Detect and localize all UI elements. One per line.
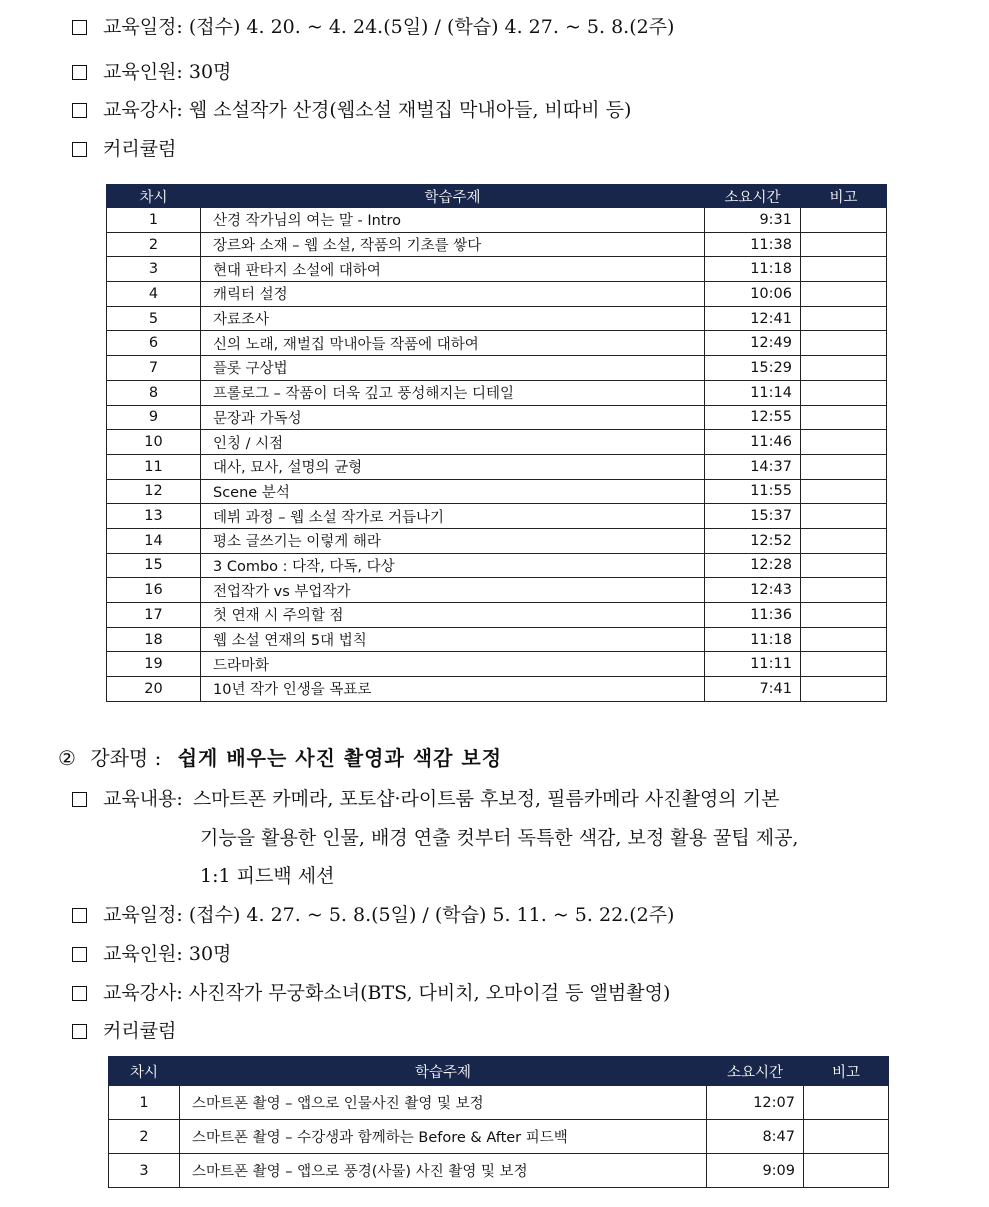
table-header-row <box>107 185 887 208</box>
duration-cell: 11:46 <box>705 430 801 455</box>
table-row <box>107 479 887 504</box>
header-topic: 학습주제 <box>201 185 705 208</box>
instructor-text: 교육강사: 웹 소설작가 산경(웹소설 재벌집 막내아들, 비따비 등) <box>103 99 632 121</box>
duration-cell: 11:11 <box>705 652 801 677</box>
duration-cell: 10:06 <box>705 282 801 307</box>
note-cell <box>801 627 887 652</box>
instructor-text-2: 교육강사: 사진작가 무궁화소녀(BTS, 다비치, 오마이걸 등 앨범촬영) <box>103 982 671 1004</box>
curriculum-text: 커리큘럼 <box>103 138 177 160</box>
header-note: 비고 <box>804 1057 889 1086</box>
checkbox-square-icon <box>72 908 87 923</box>
checkbox-square-icon <box>72 142 87 157</box>
curriculum-line <box>72 137 176 161</box>
session-cell: 10 <box>107 430 201 455</box>
headcount-text-2: 교육인원: 30명 <box>103 943 232 965</box>
topic-cell: 인칭 / 시점 <box>201 430 705 455</box>
table-row <box>107 504 887 529</box>
topic-cell: 장르와 소재 – 웹 소설, 작품의 기초를 쌓다 <box>201 232 705 257</box>
content-line <box>72 787 779 811</box>
note-cell <box>804 1086 889 1120</box>
note-cell <box>801 380 887 405</box>
topic-cell: 드라마화 <box>201 652 705 677</box>
session-cell: 18 <box>107 627 201 652</box>
checkbox-square-icon <box>72 1024 87 1039</box>
duration-cell: 9:31 <box>705 208 801 233</box>
topic-cell: 현대 판타지 소설에 대하여 <box>201 257 705 282</box>
session-cell: 12 <box>107 479 201 504</box>
table-row <box>107 208 887 233</box>
duration-cell: 11:18 <box>705 257 801 282</box>
duration-cell: 15:37 <box>705 504 801 529</box>
curriculum-table-1 <box>106 184 887 702</box>
session-cell: 5 <box>107 306 201 331</box>
table-row <box>107 652 887 677</box>
table-header-row <box>109 1057 889 1086</box>
topic-cell: 문장과 가독성 <box>201 405 705 430</box>
table-row <box>107 677 887 702</box>
headcount-line-2 <box>72 942 231 966</box>
topic-cell: 첫 연재 시 주의할 점 <box>201 603 705 628</box>
session-cell: 14 <box>107 528 201 553</box>
table-row <box>107 306 887 331</box>
note-cell <box>801 356 887 381</box>
checkbox-square-icon <box>72 20 87 35</box>
note-cell <box>801 677 887 702</box>
table-row <box>107 578 887 603</box>
table-row <box>107 380 887 405</box>
note-cell <box>801 430 887 455</box>
duration-cell: 12:41 <box>705 306 801 331</box>
instructor-line-2 <box>72 981 670 1005</box>
table-row <box>107 603 887 628</box>
schedule-line-2 <box>72 903 674 927</box>
note-cell <box>801 479 887 504</box>
table-row <box>107 356 887 381</box>
note-cell <box>801 652 887 677</box>
topic-cell: 산경 작가님의 여는 말 - Intro <box>201 208 705 233</box>
duration-cell: 12:52 <box>705 528 801 553</box>
session-cell: 1 <box>109 1086 180 1120</box>
note-cell <box>801 504 887 529</box>
header-note: 비고 <box>801 185 887 208</box>
session-cell: 16 <box>107 578 201 603</box>
curriculum-text-2: 커리큘럼 <box>103 1020 177 1042</box>
session-cell: 20 <box>107 677 201 702</box>
note-cell <box>801 528 887 553</box>
schedule-text: 교육일정: (접수) 4. 20. ~ 4. 24.(5일) / (학습) 4. 27. ~ 5. 8.(2주) <box>103 16 675 38</box>
curriculum-line-2 <box>72 1019 176 1043</box>
duration-cell: 12:49 <box>705 331 801 356</box>
duration-cell: 11:18 <box>705 627 801 652</box>
note-cell <box>801 306 887 331</box>
note-cell <box>801 282 887 307</box>
note-cell <box>801 331 887 356</box>
session-cell: 3 <box>107 257 201 282</box>
duration-cell: 12:07 <box>707 1086 804 1120</box>
table-row <box>109 1120 889 1154</box>
table-row <box>107 627 887 652</box>
checkbox-square-icon <box>72 103 87 118</box>
topic-cell: 전업작가 vs 부업작가 <box>201 578 705 603</box>
schedule-line <box>72 15 674 39</box>
course-title: 쉽게 배우는 사진 촬영과 색감 보정 <box>177 746 503 770</box>
topic-cell: 대사, 묘사, 설명의 균형 <box>201 454 705 479</box>
session-cell: 8 <box>107 380 201 405</box>
session-cell: 15 <box>107 553 201 578</box>
session-cell: 1 <box>107 208 201 233</box>
duration-cell: 11:55 <box>705 479 801 504</box>
table-row <box>109 1086 889 1120</box>
topic-cell: 평소 글쓰기는 이렇게 해라 <box>201 528 705 553</box>
duration-cell: 12:28 <box>705 553 801 578</box>
topic-cell: 스마트폰 촬영 – 앱으로 풍경(사물) 사진 촬영 및 보정 <box>180 1154 707 1188</box>
table-row <box>107 454 887 479</box>
curriculum-table-2 <box>108 1056 889 1188</box>
course-title-line <box>58 745 502 771</box>
duration-cell: 15:29 <box>705 356 801 381</box>
topic-cell: 10년 작가 인생을 목표로 <box>201 677 705 702</box>
note-cell <box>801 257 887 282</box>
note-cell <box>801 454 887 479</box>
session-cell: 3 <box>109 1154 180 1188</box>
duration-cell: 14:37 <box>705 454 801 479</box>
content-text-1: 스마트폰 카메라, 포토샵·라이트룸 후보정, 필름카메라 사진촬영의 기본 <box>192 788 780 810</box>
session-cell: 13 <box>107 504 201 529</box>
topic-cell: 웹 소설 연재의 5대 법칙 <box>201 627 705 652</box>
header-session: 차시 <box>109 1057 180 1086</box>
header-duration: 소요시간 <box>705 185 801 208</box>
checkbox-square-icon <box>72 947 87 962</box>
topic-cell: 캐릭터 설정 <box>201 282 705 307</box>
table-row <box>107 257 887 282</box>
table-row <box>109 1154 889 1188</box>
checkbox-square-icon <box>72 986 87 1001</box>
header-session: 차시 <box>107 185 201 208</box>
session-cell: 2 <box>107 232 201 257</box>
headcount-text: 교육인원: 30명 <box>103 61 232 83</box>
note-cell <box>801 232 887 257</box>
table-row <box>107 232 887 257</box>
headcount-line <box>72 60 231 84</box>
topic-cell: Scene 분석 <box>201 479 705 504</box>
session-cell: 19 <box>107 652 201 677</box>
duration-cell: 11:38 <box>705 232 801 257</box>
topic-cell: 스마트폰 촬영 – 수강생과 함께하는 Before & After 피드백 <box>180 1120 707 1154</box>
duration-cell: 12:43 <box>705 578 801 603</box>
section-number: ② <box>58 746 76 770</box>
table-row <box>107 331 887 356</box>
content-label: 교육내용: <box>103 788 183 810</box>
note-cell <box>804 1120 889 1154</box>
note-cell <box>801 603 887 628</box>
content-text-2: 기능을 활용한 인물, 배경 연출 컷부터 독특한 색감, 보정 활용 꿀팁 제공, <box>200 827 799 849</box>
note-cell <box>801 208 887 233</box>
duration-cell: 12:55 <box>705 405 801 430</box>
table-row <box>107 405 887 430</box>
note-cell <box>804 1154 889 1188</box>
content-text-3: 1:1 피드백 세션 <box>200 865 335 887</box>
session-cell: 11 <box>107 454 201 479</box>
checkbox-square-icon <box>72 792 87 807</box>
note-cell <box>801 553 887 578</box>
checkbox-square-icon <box>72 65 87 80</box>
course-label: 강좌명 : <box>90 746 162 770</box>
topic-cell: 데뷔 과정 – 웹 소설 작가로 거듭나기 <box>201 504 705 529</box>
topic-cell: 신의 노래, 재벌집 막내아들 작품에 대하여 <box>201 331 705 356</box>
note-cell <box>801 578 887 603</box>
table-row <box>107 553 887 578</box>
session-cell: 17 <box>107 603 201 628</box>
duration-cell: 11:36 <box>705 603 801 628</box>
duration-cell: 9:09 <box>707 1154 804 1188</box>
session-cell: 4 <box>107 282 201 307</box>
table-row <box>107 430 887 455</box>
topic-cell: 스마트폰 촬영 – 앱으로 인물사진 촬영 및 보정 <box>180 1086 707 1120</box>
session-cell: 6 <box>107 331 201 356</box>
duration-cell: 7:41 <box>705 677 801 702</box>
session-cell: 9 <box>107 405 201 430</box>
topic-cell: 플롯 구상법 <box>201 356 705 381</box>
schedule-text-2: 교육일정: (접수) 4. 27. ~ 5. 8.(5일) / (학습) 5. 11. ~ 5. 22.(2주) <box>103 904 675 926</box>
topic-cell: 자료조사 <box>201 306 705 331</box>
duration-cell: 8:47 <box>707 1120 804 1154</box>
session-cell: 7 <box>107 356 201 381</box>
topic-cell: 3 Combo : 다작, 다독, 다상 <box>201 553 705 578</box>
header-topic: 학습주제 <box>180 1057 707 1086</box>
instructor-line <box>72 98 631 122</box>
table-row <box>107 528 887 553</box>
note-cell <box>801 405 887 430</box>
duration-cell: 11:14 <box>705 380 801 405</box>
session-cell: 2 <box>109 1120 180 1154</box>
topic-cell: 프롤로그 – 작품이 더욱 깊고 풍성해지는 디테일 <box>201 380 705 405</box>
table-row <box>107 282 887 307</box>
header-duration: 소요시간 <box>707 1057 804 1086</box>
